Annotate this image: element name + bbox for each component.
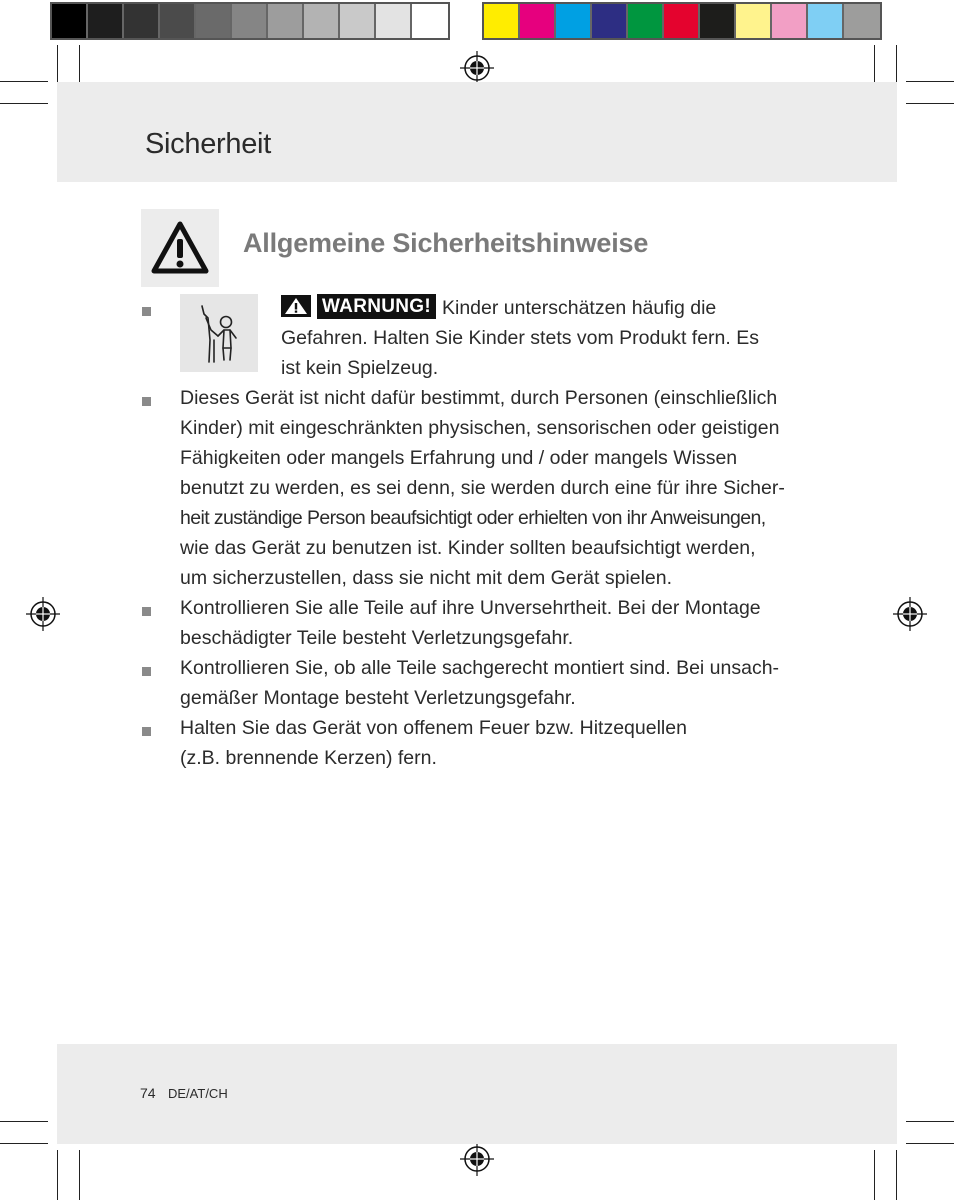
paragraph-line: benutzt zu werden, es sei denn, sie werden durch eine für ihre Sicher- xyxy=(180,477,785,499)
paragraph-line: gemäßer Montage besteht Verletzungsgefahr. xyxy=(180,687,576,709)
color-swatch xyxy=(808,4,844,38)
crop-mark xyxy=(0,1121,48,1122)
page-locale: DE/AT/CH xyxy=(168,1086,228,1101)
color-swatch xyxy=(736,4,772,38)
crop-mark xyxy=(0,81,48,82)
paragraph-line: Kontrollieren Sie alle Teile auf ihre Unversehrtheit. Bei der Montage xyxy=(180,597,761,619)
registration-mark-icon xyxy=(893,597,927,631)
color-swatch xyxy=(340,4,376,38)
crop-mark xyxy=(906,81,954,82)
list-bullet xyxy=(142,607,151,616)
registration-mark-icon xyxy=(460,51,494,85)
warning-triangle-small-icon xyxy=(281,295,311,317)
color-swatch xyxy=(520,4,556,38)
crop-mark xyxy=(906,103,954,104)
paragraph-line: Kinder) mit eingeschränkten physischen, sensorischen oder geistigen xyxy=(180,417,780,439)
list-bullet xyxy=(142,727,151,736)
color-swatch xyxy=(304,4,340,38)
crop-mark xyxy=(906,1121,954,1122)
color-swatch xyxy=(376,4,412,38)
registration-mark-icon xyxy=(26,597,60,631)
section-heading: Allgemeine Sicherheitshinweise xyxy=(243,228,649,258)
section-warning-box xyxy=(141,209,219,287)
registration-mark-icon xyxy=(460,1142,494,1176)
color-swatch xyxy=(844,4,880,38)
crop-mark xyxy=(906,1143,954,1144)
color-swatch xyxy=(124,4,160,38)
paragraph-line: Fähigkeiten oder mangels Erfahrung und / oder mangels Wissen xyxy=(180,447,738,469)
color-swatch xyxy=(484,4,520,38)
paragraph-line: ist kein Spielzeug. xyxy=(281,357,439,379)
paragraph-line: Halten Sie das Gerät von offenem Feuer bzw. Hitzequellen xyxy=(180,717,687,739)
crop-mark xyxy=(0,1143,48,1144)
child-safety-box xyxy=(180,294,258,372)
color-swatch xyxy=(412,4,448,38)
color-swatch xyxy=(232,4,268,38)
paragraph-line: beschädigter Teile besteht Verletzungsgefahr. xyxy=(180,627,574,649)
color-swatch xyxy=(628,4,664,38)
paragraph-line: (z.B. brennende Kerzen) fern. xyxy=(180,747,437,769)
page-title: Sicherheit xyxy=(145,128,271,160)
child-safety-icon xyxy=(180,294,258,372)
color-swatch xyxy=(196,4,232,38)
safety-paragraph xyxy=(180,383,785,593)
crop-mark xyxy=(0,103,48,104)
crop-mark xyxy=(79,1150,80,1200)
color-calibration-bar xyxy=(482,2,882,40)
color-swatch xyxy=(268,4,304,38)
paragraph-line: wie das Gerät zu benutzen ist. Kinder sollten beaufsichtigt werden, xyxy=(180,537,756,559)
color-swatch xyxy=(52,4,88,38)
list-bullet xyxy=(142,667,151,676)
safety-paragraph xyxy=(180,653,779,713)
color-swatch xyxy=(664,4,700,38)
paragraph-line: Dieses Gerät ist nicht dafür bestimmt, durch Personen (einschließlich xyxy=(180,387,778,409)
list-bullet xyxy=(142,307,151,316)
color-swatch xyxy=(700,4,736,38)
crop-mark xyxy=(57,1150,58,1200)
paragraph-line: um sicherzustellen, dass sie nicht mit dem Gerät spielen. xyxy=(180,567,673,589)
paragraph-line: Kinder unterschätzen häufig die xyxy=(442,297,717,319)
safety-paragraph xyxy=(180,713,687,773)
list-bullet xyxy=(142,397,151,406)
color-swatch xyxy=(556,4,592,38)
grayscale-calibration-bar xyxy=(50,2,450,40)
warning-triangle-icon xyxy=(141,209,219,287)
warning-paragraph xyxy=(281,293,759,383)
crop-mark xyxy=(896,1150,897,1200)
crop-mark xyxy=(874,1150,875,1200)
safety-paragraph xyxy=(180,593,761,653)
warning-badge xyxy=(281,294,442,319)
paragraph-line: Gefahren. Halten Sie Kinder stets vom Produkt fern. Es xyxy=(281,327,759,349)
paragraph-line: Kontrollieren Sie, ob alle Teile sachgerecht montiert sind. Bei unsach- xyxy=(180,657,780,679)
color-swatch xyxy=(160,4,196,38)
paragraph-line: heit zuständige Person beaufsichtigt oder erhielten von ihr Anweisungen, xyxy=(180,507,766,529)
color-swatch xyxy=(88,4,124,38)
color-swatch xyxy=(772,4,808,38)
color-swatch xyxy=(592,4,628,38)
warning-label: WARNUNG! xyxy=(317,294,436,319)
page-number: 74 xyxy=(140,1085,156,1101)
